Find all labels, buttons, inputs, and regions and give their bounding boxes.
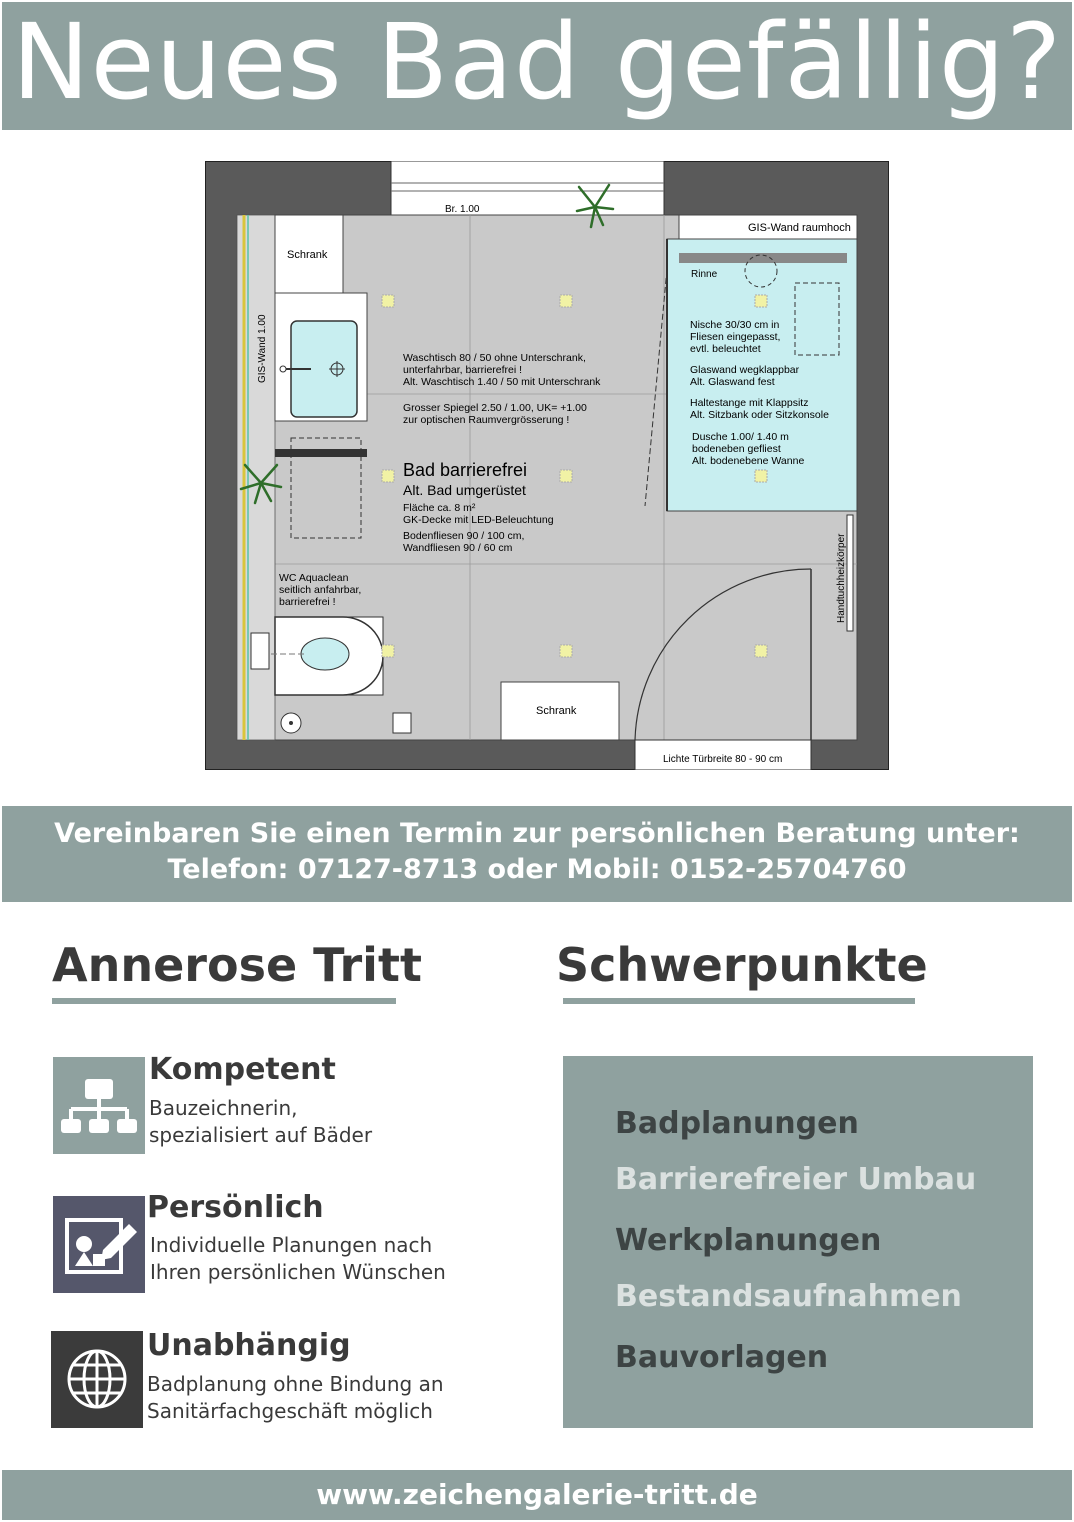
focus-item: Badplanungen [615, 1106, 859, 1141]
plan-washbasin-note-1: Waschtisch 80 / 50 ohne Unterschrank, [403, 352, 586, 364]
contact-line-2: Telefon: 07127-8713 oder Mobil: 0152-25704760 [167, 854, 907, 885]
plan-shower-note-2: bodeneben gefliest [692, 443, 781, 455]
plan-mirror-note-2: zur optischen Raumvergrösserung ! [403, 414, 570, 426]
focus-title: Schwerpunkte [556, 938, 928, 992]
plan-wc-note-3: barrierefrei ! [279, 596, 336, 608]
plan-niche-note-1: Nische 30/30 cm in [690, 319, 780, 331]
plan-label-gis-wall-right: GIS-Wand raumhoch [748, 222, 851, 234]
plan-glass-note-2: Alt. Glaswand fest [690, 376, 775, 388]
footer-band [2, 1470, 1072, 1520]
plan-room-title: Bad barrierefrei [403, 460, 528, 480]
plan-mirror-note-1: Grosser Spiegel 2.50 / 1.00, UK= +1.00 [403, 402, 587, 414]
plan-bar-note-1: Haltestange mit Klappsitz [690, 397, 809, 409]
globe-icon [51, 1331, 143, 1428]
profile-name: Annerose Tritt [52, 938, 422, 992]
sitemap-icon [53, 1057, 145, 1154]
focus-list [563, 1056, 1033, 1428]
focus-item: Werkplanungen [615, 1223, 882, 1258]
contact-line-1: Vereinbaren Sie einen Termin zur persönlichen Beratung unter: [54, 818, 1020, 849]
plan-shower-note-1: Dusche 1.00/ 1.40 m [692, 431, 789, 443]
plan-label-radiator: Handtuchheizkörper [836, 533, 847, 623]
plan-wc-note-2: seitlich anfahrbar, [279, 584, 362, 596]
website-link[interactable]: www.zeichengalerie-tritt.de [316, 1478, 758, 1511]
feature-text-persoenlich: Individuelle Planungen nach Ihren persönlichen Wünschen [150, 1233, 446, 1284]
page-title: Neues Bad gefällig? [11, 1, 1063, 123]
plan-room-subtitle: Alt. Bad umgerüstet [403, 482, 526, 498]
plan-shower-note-3: Alt. bodenebene Wanne [692, 455, 805, 467]
plan-room-note-2: GK-Decke mit LED-Beleuchtung [403, 514, 554, 526]
plan-glass-note-1: Glaswand wegklappbar [690, 364, 800, 376]
plan-wc-note-1: WC Aquaclean [279, 572, 349, 584]
feature-title-kompetent: Kompetent [149, 1052, 336, 1087]
plan-label-cabinet-bottom: Schrank [536, 705, 577, 717]
focus-item: Bauvorlagen [615, 1340, 829, 1375]
feature-title-unabhaengig: Unabhängig [147, 1328, 351, 1363]
feature-text-kompetent: Bauzeichnerin, spezialisiert auf Bäder [149, 1096, 373, 1147]
feature-text-unabhaengig: Badplanung ohne Bindung an Sanitärfachgeschäft möglich [147, 1372, 444, 1423]
plan-tile-note-2: Wandfliesen 90 / 60 cm [403, 542, 513, 554]
plan-niche-note-3: evtl. beleuchtet [690, 343, 761, 355]
plan-label-door: Lichte Türbreite 80 - 90 cm [663, 754, 783, 765]
plan-bar-note-2: Alt. Sitzbank oder Sitzkonsole [690, 409, 829, 421]
plan-niche-note-2: Fliesen eingepasst, [690, 331, 781, 343]
plan-washbasin-note-3: Alt. Waschtisch 1.40 / 50 mit Unterschrank [403, 376, 601, 388]
focus-item: Barrierefreier Umbau [615, 1162, 977, 1197]
plan-label-gis-wall-left: GIS-Wand 1.00 [257, 314, 268, 383]
header-band [2, 2, 1072, 130]
focus-underline [563, 998, 915, 1004]
plan-label-channel: Rinne [691, 269, 718, 280]
design-pen-icon [53, 1196, 145, 1293]
focus-item: Bestandsaufnahmen [615, 1279, 962, 1314]
floor-plan [205, 161, 889, 770]
contact-band [2, 806, 1072, 902]
plan-room-note-1: Fläche ca. 8 m² [403, 502, 476, 514]
feature-title-persoenlich: Persönlich [147, 1190, 324, 1225]
plan-washbasin-note-2: unterfahrbar, barrierefrei ! [403, 364, 523, 376]
plan-tile-note-1: Bodenfliesen 90 / 100 cm, [403, 530, 525, 542]
plan-label-cabinet-top: Schrank [287, 249, 328, 261]
name-underline [52, 998, 396, 1004]
plan-label-window: Br. 1.00 [445, 204, 480, 215]
